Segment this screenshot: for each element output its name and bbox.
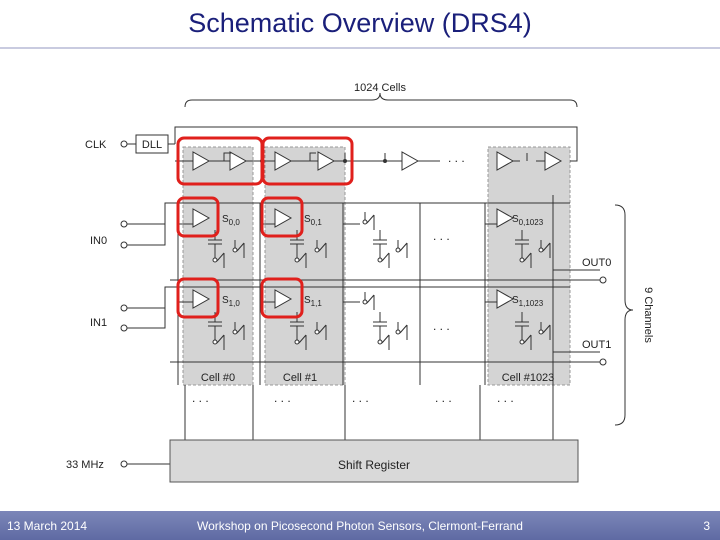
slide-title: Schematic Overview (DRS4) <box>188 8 532 38</box>
s0n-label: $S_{0,1023}$ <box>512 214 544 227</box>
s00-label: $S_{0,0}$ <box>222 214 240 227</box>
cell-1023-shade <box>488 147 570 385</box>
out0-label: OUT0 <box>582 257 612 269</box>
clk-row-ellipsis: . . . <box>448 151 465 165</box>
switch-icon <box>363 212 374 230</box>
cells-count-label: 1024 Cells <box>354 82 406 94</box>
footer-event: Workshop on Picosecond Photon Sensors, Clermont-Ferrand <box>197 519 523 533</box>
ellipsis-cell-2: . . . <box>352 391 369 405</box>
cell-0-label: Cell #0 <box>200 372 236 384</box>
clock-33mhz-label: 33 MHz <box>66 459 104 471</box>
s11-label: $S_{1,1}$ <box>304 295 322 308</box>
ellipsis-cell-1023: . . . <box>497 391 514 405</box>
in1-label: IN1 <box>90 317 108 329</box>
in0-ref-terminal <box>121 221 127 227</box>
cell-2-storage-0 <box>373 230 407 268</box>
ellipsis-cell-3: . . . <box>435 391 452 405</box>
cells-bracket <box>185 93 577 107</box>
in0-terminal <box>121 242 127 248</box>
footer-date: 13 March 2014 <box>7 519 88 533</box>
slide-footer <box>0 511 720 540</box>
switch-icon <box>363 292 374 310</box>
cell-1-label: Cell #1 <box>282 372 318 384</box>
s10-label: $S_{1,0}$ <box>222 295 240 308</box>
cell-1023-label: Cell #1023 <box>501 372 555 384</box>
in0-label: IN0 <box>90 235 108 247</box>
s01-label: $S_{0,1}$ <box>304 214 322 227</box>
out1-label: OUT1 <box>582 339 612 351</box>
ellipsis-cell-1: . . . <box>274 391 291 405</box>
ellipsis-cell-0: . . . <box>192 391 209 405</box>
channels-brace <box>615 205 633 425</box>
out0-terminal <box>600 277 606 283</box>
delay-buffer-icon <box>402 152 418 170</box>
in1-row-ellipsis: . . . <box>433 319 450 333</box>
clk-label: CLK <box>85 139 107 151</box>
in0-row-ellipsis: . . . <box>433 229 450 243</box>
in1-terminal <box>121 325 127 331</box>
shift-register-label: Shift Register <box>337 458 411 472</box>
cell-2-storage-1 <box>373 312 407 350</box>
in1-ref-terminal <box>121 305 127 311</box>
channels-label: 9 Channels <box>642 287 654 343</box>
clk-terminal <box>121 141 127 147</box>
s1n-label: $S_{1,1023}$ <box>512 295 544 308</box>
footer-page-number: 3 <box>703 519 710 533</box>
clock-33mhz-terminal <box>121 461 127 467</box>
dll-label: DLL <box>141 139 163 151</box>
out1-terminal <box>600 359 606 365</box>
